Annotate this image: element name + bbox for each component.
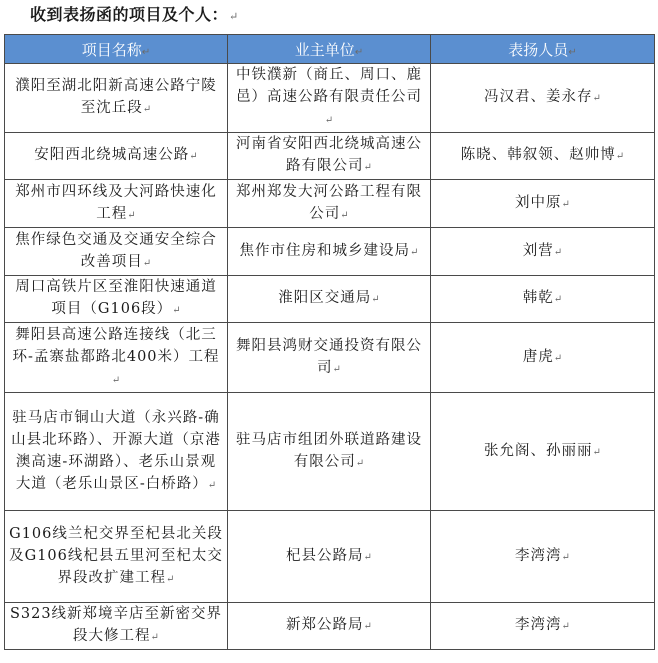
cell-project: 驻马店市铜山大道（永兴路-确山县北环路）、开源大道（京港澳高速-环湖路）、老乐山景观大道（老乐山景区-白桥路）↵ [5,393,228,511]
header-project: 项目名称↵ [5,35,228,64]
paragraph-mark-icon: ↵ [553,294,563,305]
table-row [5,133,655,180]
cell-owner: 郑州郑发大河公路工程有限公司↵ [228,180,431,228]
paragraph-mark-icon: ↵ [340,209,349,221]
paragraph-mark-icon: ↵ [615,151,625,162]
cell-people: 韩乾↵ [431,276,655,323]
paragraph-mark-icon: ↵ [410,246,419,258]
table-row [5,228,655,276]
cell-project: 安阳西北绕城高速公路↵ [5,133,228,180]
table-row [5,511,655,603]
cell-owner: 淮阳区交通局↵ [228,276,431,323]
paragraph-mark-icon: ↵ [332,363,341,375]
cell-owner: 河南省安阳西北绕城高速公路有限公司↵ [228,133,431,180]
paragraph-mark-icon: ↵ [142,257,152,269]
cell-people: 冯汉君、姜永存↵ [431,64,655,133]
table-row [5,180,655,228]
header-owner: 业主单位↵ [228,35,431,64]
paragraph-mark-icon: ↵ [363,621,372,632]
paragraph-mark-icon: ↵ [592,93,601,104]
paragraph-mark-icon: ↵ [354,46,364,58]
cell-owner: 驻马店市组团外联道路建设有限公司↵ [228,393,431,511]
paragraph-mark-icon: ↵ [189,151,198,162]
cell-people: 张允阁、孙丽丽↵ [431,393,655,511]
cell-people: 李湾湾↵ [431,603,655,650]
paragraph-mark-icon: ↵ [324,115,334,126]
paragraph-mark-icon: ↵ [127,209,136,221]
paragraph-mark-icon: ↵ [111,374,121,386]
table-row [5,64,655,133]
cell-owner: 杞县公路局↵ [228,511,431,603]
cell-people: 陈晓、韩叙领、赵帅博↵ [431,133,655,180]
paragraph-mark-icon: ↵ [141,46,151,58]
page-heading [30,4,239,26]
table-row [5,393,655,511]
paragraph-mark-icon: ↵ [561,198,570,210]
cell-owner: 舞阳县鸿财交通投资有限公司↵ [228,323,431,393]
paragraph-mark-icon: ↵ [592,446,601,458]
cell-project: 焦作绿色交通及交通安全综合改善项目↵ [5,228,228,276]
paragraph-mark-icon: ↵ [229,10,239,23]
table-row [5,323,655,393]
paragraph-mark-icon: ↵ [142,104,152,115]
cell-owner: 新郑公路局↵ [228,603,431,650]
heading-text: 收到表扬函的项目及个人： [30,5,229,24]
cell-project: 郑州市四环线及大河路快速化工程↵ [5,180,228,228]
cell-people: 刘中原↵ [431,180,655,228]
cell-people: 刘营↵ [431,228,655,276]
paragraph-mark-icon: ↵ [355,457,365,469]
paragraph-mark-icon: ↵ [371,294,380,305]
paragraph-mark-icon: ↵ [553,352,563,364]
paragraph-mark-icon: ↵ [561,551,570,563]
cell-owner: 焦作市住房和城乡建设局↵ [228,228,431,276]
table-row [5,276,655,323]
honors-table [4,34,655,650]
paragraph-mark-icon: ↵ [166,573,175,585]
cell-project: 舞阳县高速公路连接线（北三环-孟寨盐都路北400米）工程↵ [5,323,228,393]
header-people: 表扬人员↵ [431,35,655,64]
cell-people: 唐虎↵ [431,323,655,393]
paragraph-mark-icon: ↵ [150,632,159,643]
paragraph-mark-icon: ↵ [568,46,577,58]
paragraph-mark-icon: ↵ [207,479,217,491]
paragraph-mark-icon: ↵ [172,305,181,316]
paragraph-mark-icon: ↵ [553,246,563,258]
table-header-row [5,35,655,64]
cell-project: 濮阳至湖北阳新高速公路宁陵至沈丘段↵ [5,64,228,133]
paragraph-mark-icon: ↵ [363,551,372,563]
cell-owner: 中铁濮新（商丘、周口、鹿邑）高速公路有限责任公司↵ [228,64,431,133]
cell-project: 周口高铁片区至淮阳快速通道项目（G106段）↵ [5,276,228,323]
table-row [5,603,655,650]
cell-project: S323线新郑境辛店至新密交界段大修工程↵ [5,603,228,650]
paragraph-mark-icon: ↵ [363,162,372,173]
cell-project: G106线兰杞交界至杞县北关段及G106线杞县五里河至杞太交界段改扩建工程↵ [5,511,228,603]
cell-people: 李湾湾↵ [431,511,655,603]
paragraph-mark-icon: ↵ [561,621,570,632]
